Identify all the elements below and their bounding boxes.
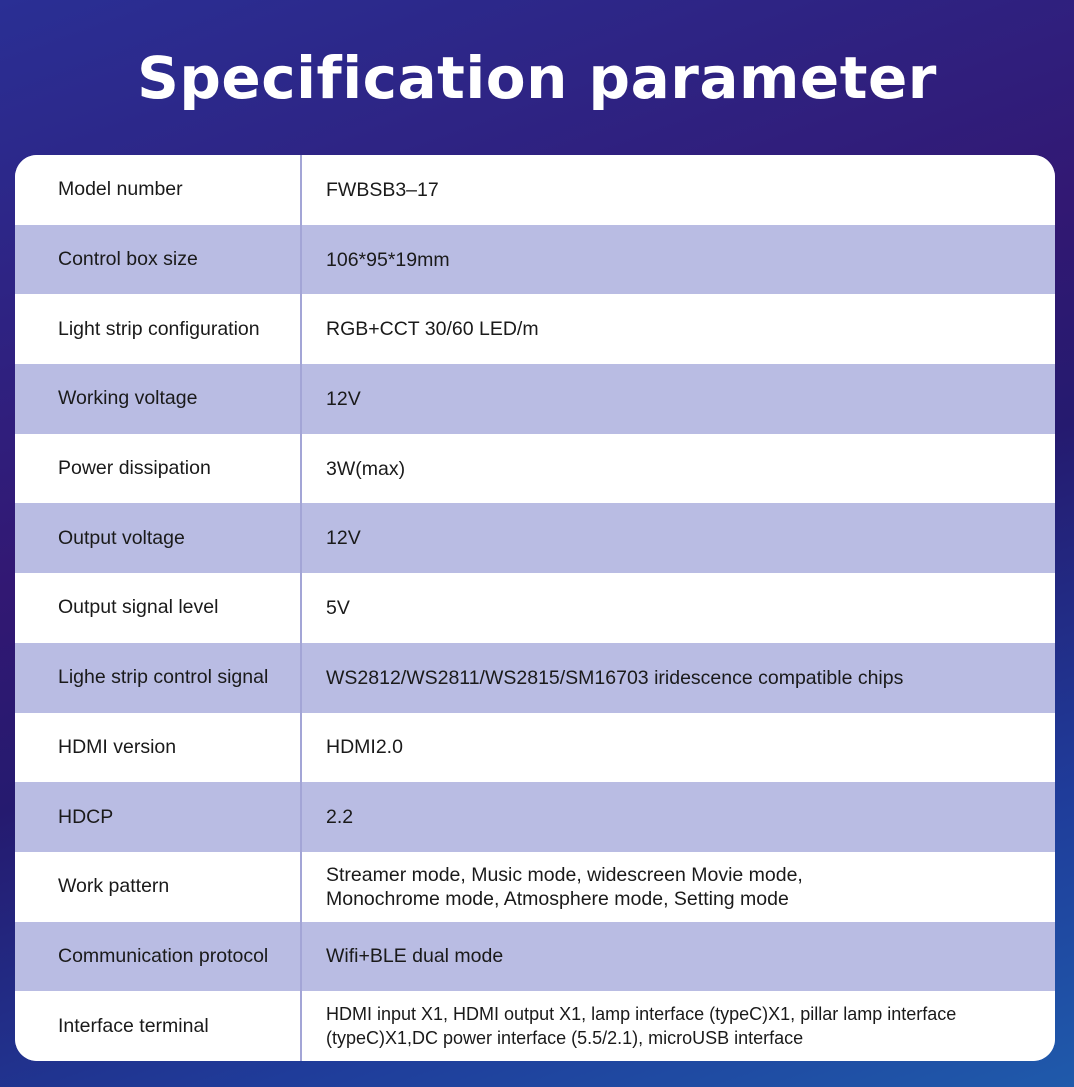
row-label: Communication protocol	[15, 922, 302, 992]
spec-table	[15, 155, 1055, 1061]
row-label: Power dissipation	[15, 434, 302, 504]
table-row	[15, 782, 1055, 852]
row-value: FWBSB3–17	[326, 178, 439, 201]
row-value: RGB+CCT 30/60 LED/m	[326, 318, 539, 341]
table-row	[15, 991, 1055, 1061]
row-value: 2.2	[326, 806, 354, 829]
row-value: 3W(max)	[326, 457, 406, 480]
row-value: Streamer mode, Music mode, widescreen Movie mode, Monochrome mode, Atmosphere mode, Setting mode	[326, 863, 803, 910]
row-label: HDCP	[15, 782, 302, 852]
table-row	[15, 573, 1055, 643]
row-value: 5V	[326, 596, 350, 619]
table-row	[15, 294, 1055, 364]
page-title: Specification parameter	[137, 44, 937, 112]
row-value: HDMI2.0	[326, 736, 403, 759]
table-row	[15, 643, 1055, 713]
row-value: Wifi+BLE dual mode	[326, 945, 504, 968]
row-value: WS2812/WS2811/WS2815/SM16703 iridescence compatible chips	[326, 666, 904, 689]
row-value: HDMI input X1, HDMI output X1, lamp interface (typeC)X1, pillar lamp interface (typeC)X1,DC power interface (5.5/2.1), microUSB interface	[326, 1004, 957, 1049]
table-row	[15, 155, 1055, 225]
row-label: Work pattern	[15, 852, 302, 922]
table-row	[15, 852, 1055, 922]
row-value: 12V	[326, 387, 361, 410]
table-row	[15, 364, 1055, 434]
row-label: Interface terminal	[15, 991, 302, 1061]
row-label: Output voltage	[15, 503, 302, 573]
row-label: Control box size	[15, 225, 302, 295]
table-row	[15, 434, 1055, 504]
row-label: Lighe strip control signal	[15, 643, 302, 713]
row-value: 106*95*19mm	[326, 248, 450, 271]
row-value: 12V	[326, 527, 361, 550]
table-row	[15, 922, 1055, 992]
row-label: HDMI version	[15, 713, 302, 783]
row-label: Output signal level	[15, 573, 302, 643]
table-row	[15, 503, 1055, 573]
row-label: Working voltage	[15, 364, 302, 434]
table-row	[15, 713, 1055, 783]
table-row	[15, 225, 1055, 295]
row-label: Model number	[15, 155, 302, 225]
row-label: Light strip configuration	[15, 294, 302, 364]
